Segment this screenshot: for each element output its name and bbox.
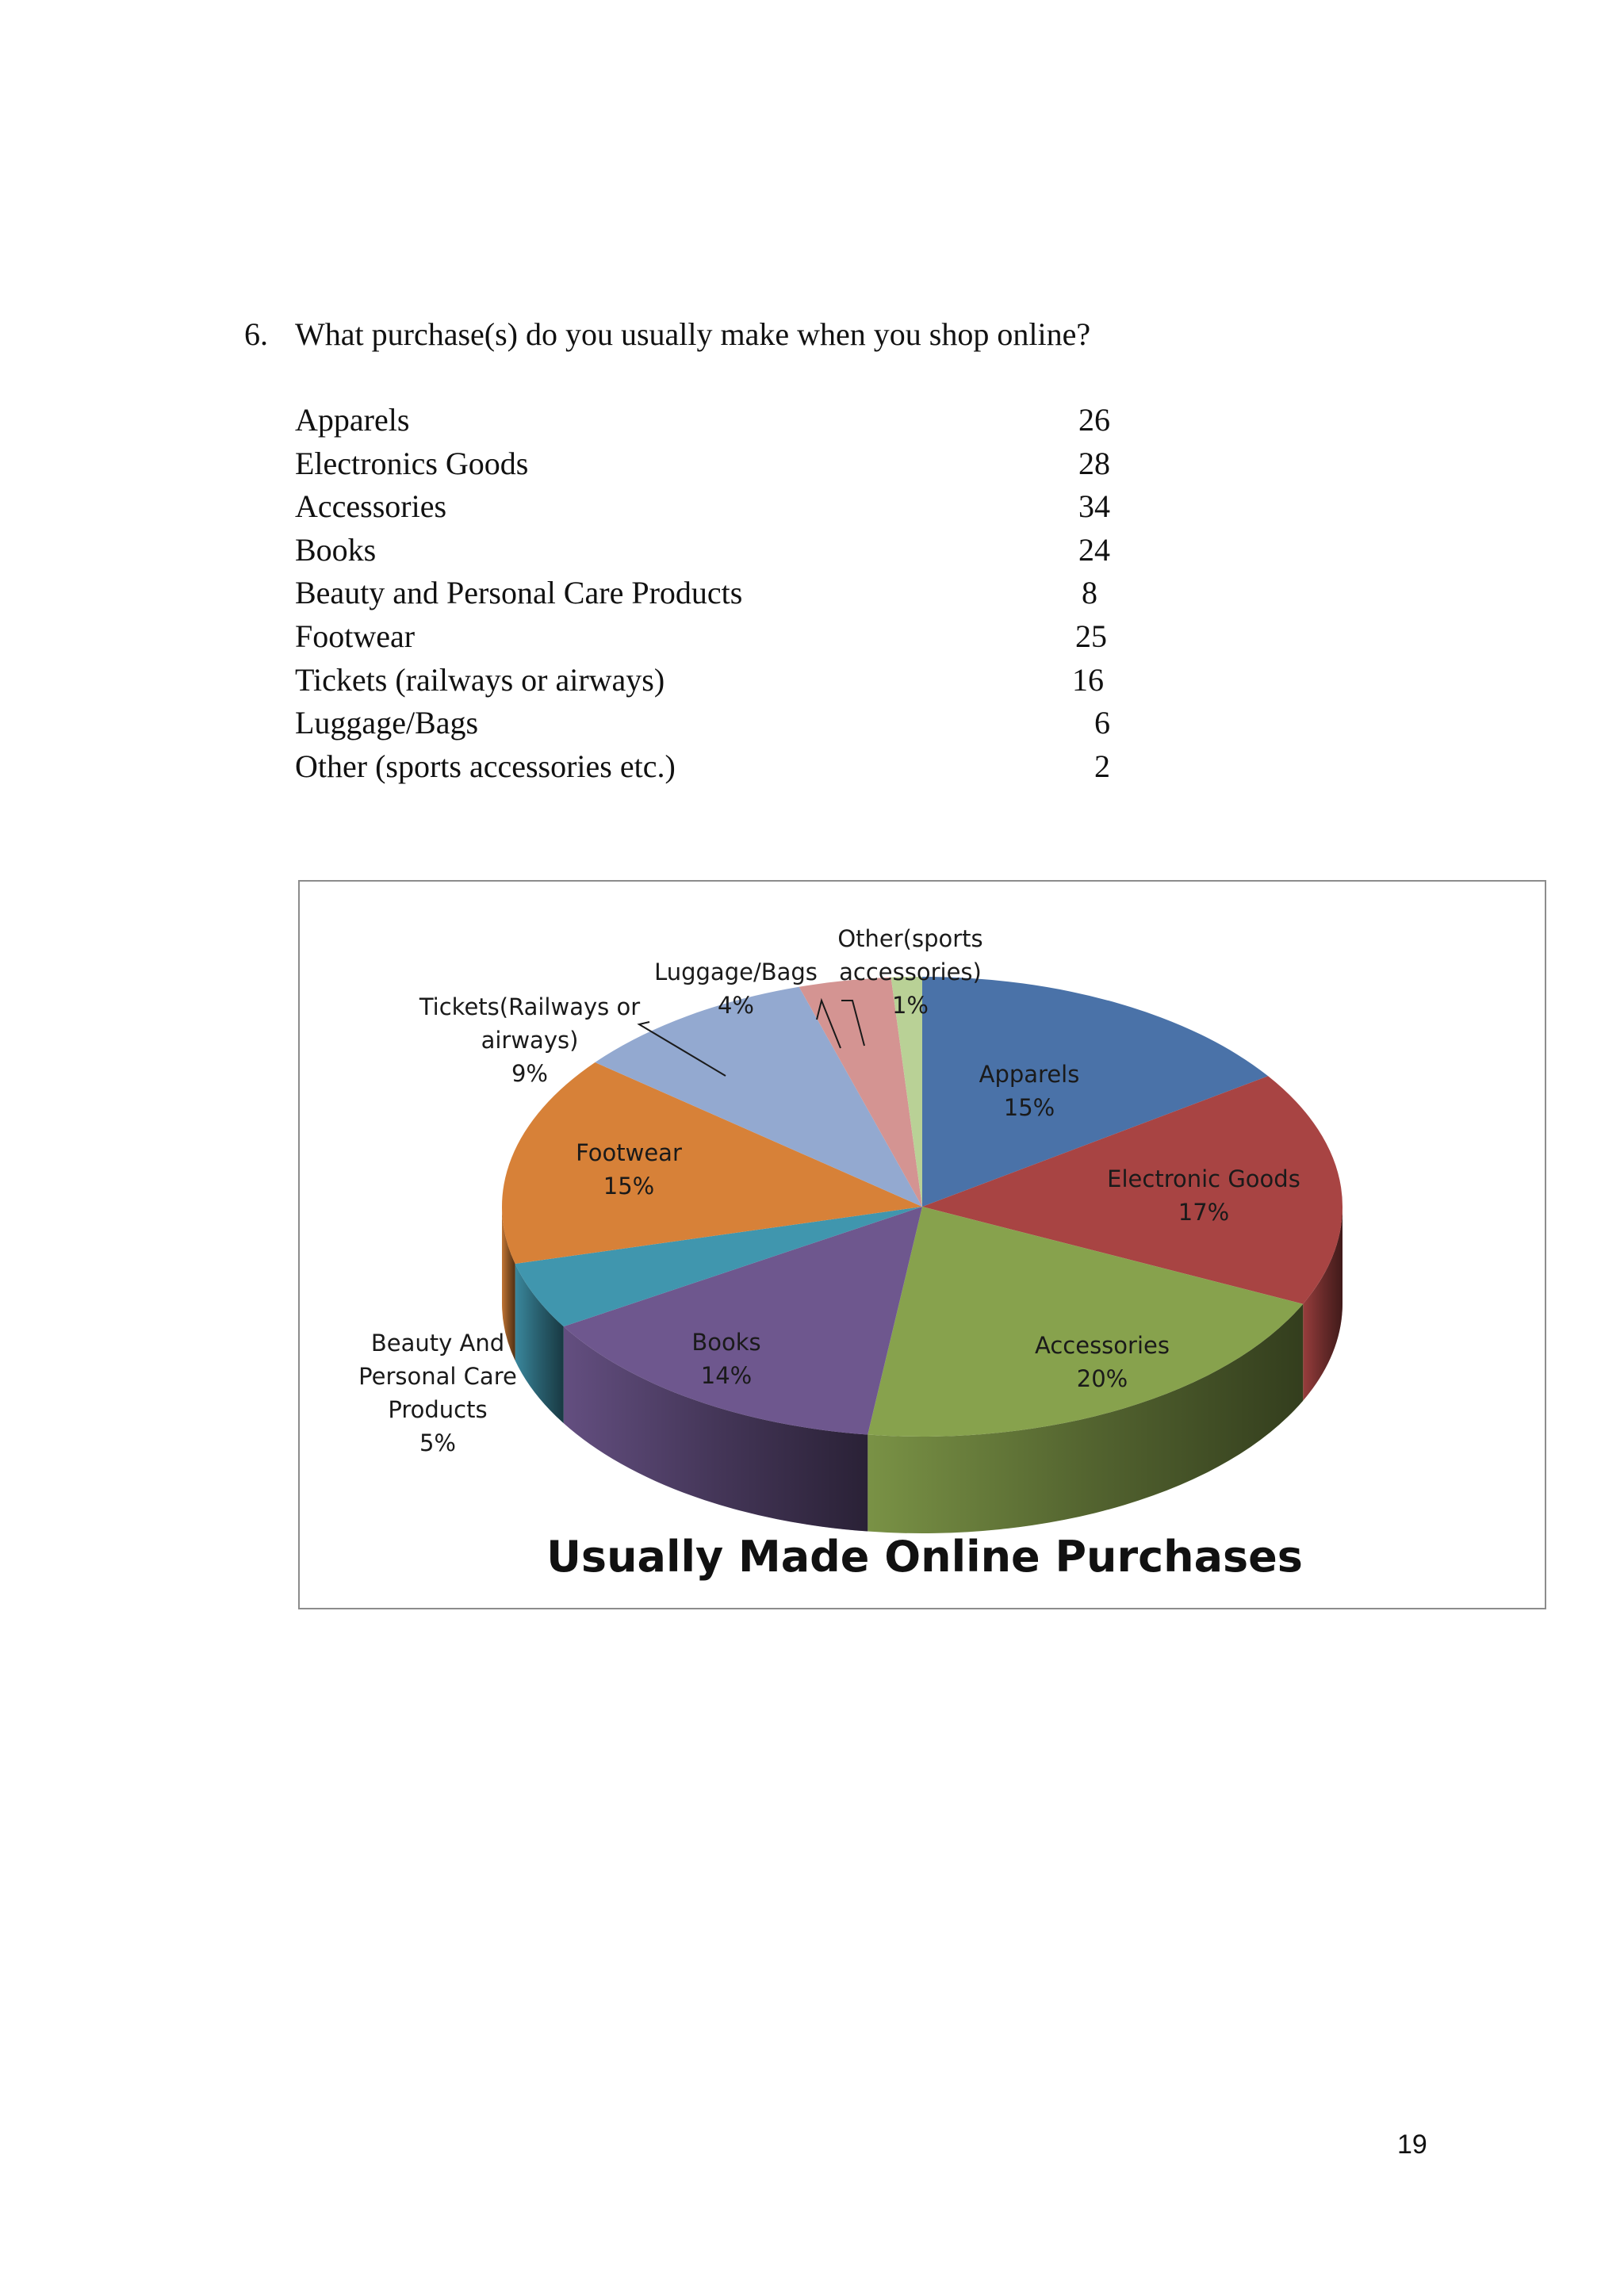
question: [244, 316, 1090, 353]
slice-label-6: Tickets(Railways or airways) 9%: [419, 993, 641, 1087]
slice-percent-5: 15%: [603, 1173, 655, 1200]
question-text: What purchase(s) do you usually make when you shop online?: [295, 316, 1091, 352]
response-label: Accessories: [295, 488, 447, 525]
pie-chart: [300, 882, 1545, 1608]
slice-label-1: Electronic Goods 17%: [1107, 1165, 1300, 1226]
chart-frame: [298, 880, 1546, 1609]
slice-label-0: Apparels 15%: [979, 1061, 1080, 1121]
response-label: Apparels: [295, 402, 410, 438]
slice-percent-0: 15%: [1003, 1094, 1055, 1121]
response-label: Electronics Goods: [295, 445, 529, 481]
slice-label-4: Beauty And Personal Care Products 5%: [358, 1330, 517, 1456]
slice-percent-8: 1%: [891, 992, 929, 1019]
response-label: Luggage/Bags: [295, 705, 479, 741]
response-label: Beauty and Personal Care Products: [295, 575, 743, 611]
slice-label-2: Accessories 20%: [1035, 1332, 1170, 1392]
slice-percent-2: 20%: [1076, 1365, 1128, 1392]
slice-label-3: Books 14%: [691, 1329, 761, 1389]
response-label: Books: [295, 531, 377, 568]
response-label: Footwear: [295, 618, 416, 654]
response-label: Tickets (railways or airways): [295, 661, 665, 698]
slice-percent-1: 17%: [1178, 1199, 1230, 1226]
slice-percent-3: 14%: [700, 1362, 753, 1389]
response-label: Other (sports accessories etc.): [295, 748, 676, 784]
slice-percent-4: 5%: [419, 1429, 457, 1456]
question-number: 6.: [244, 316, 268, 352]
chart-title: Usually Made Online Purchases: [546, 1532, 1303, 1582]
page-number: 19: [1397, 2130, 1427, 2160]
slice-label-5: Footwear 15%: [576, 1139, 682, 1200]
slice-percent-6: 9%: [511, 1060, 549, 1087]
slice-label-7: Luggage/Bags 4%: [654, 959, 818, 1019]
document-page: 6. What purchase(s) do you usually make when you shop online? Apparels 26 Electronics Goods 28 Accessories 34 Books 24 Beauty and Personal Care Products 8 Footwear 25 Tickets (railways or airways) 16 Luggage/Bags 6 Other (sports accessories etc.) 2 Apparels 15% Electronic Goods 17% Accessories 20% Books 14% Beauty And Personal Care Products 5% Footwear 15% Tickets(Railways or airways) 9% Luggage/Bags 4% Other(sports accessories) 1% Usually Made Online Purchases 19: [0, 0, 1624, 2296]
slice-label-8: Other(sports accessories) 1%: [837, 925, 983, 1019]
slice-percent-7: 4%: [717, 992, 755, 1019]
